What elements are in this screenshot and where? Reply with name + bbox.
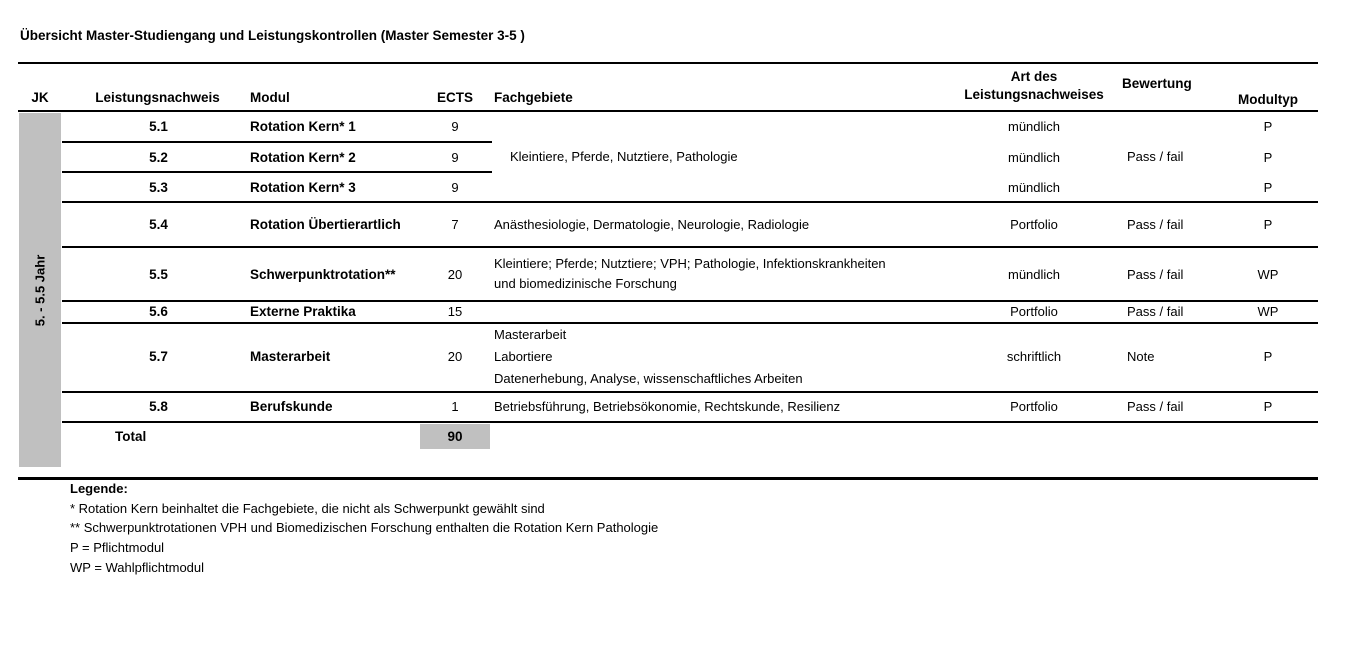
cell-ects: 7: [451, 217, 459, 232]
legend-note-schwerpunktrotationen: ** Schwerpunktrotationen VPH und Biomedizischen Forschung enthalten die Rotation Kern Pathologie: [70, 520, 659, 535]
fachgebiete-line: Datenerhebung, Analyse, wissenschaftliches Arbeiten: [494, 370, 803, 386]
column-header-art-des-leistungsnachweises: [940, 68, 1128, 104]
cell-modul: Rotation Übertierartlich: [250, 217, 401, 232]
cell-fachgebiete: Anästhesiologie, Dermatologie, Neurologie, Radiologie: [494, 217, 810, 232]
cell-nr: 5.2: [149, 149, 168, 165]
table-row-total: [0, 423, 1348, 450]
cell-art: Portfolio: [1010, 398, 1058, 414]
cell-art: Portfolio: [1010, 303, 1058, 319]
cell-ects: 20: [447, 349, 463, 364]
table-rowgroup-span-5-1-to-5-3: [0, 112, 1348, 201]
table-bottom-border: [18, 477, 1318, 480]
cell-modultyp: P: [1263, 149, 1273, 165]
total-ects-cell: 90: [420, 424, 490, 449]
cell-art: mündlich: [1007, 179, 1061, 195]
cell-art: mündlich: [1007, 119, 1061, 134]
legend-note-rotation-kern: * Rotation Kern beinhaltet die Fachgebiete, die nicht als Schwerpunkt gewählt sind: [70, 501, 545, 516]
cell-modultyp: WP: [1257, 266, 1279, 282]
cell-modultyp: WP: [1257, 303, 1279, 319]
cell-modul: Rotation Kern* 2: [250, 149, 356, 165]
cell-nr: 5.7: [149, 349, 168, 364]
cell-nr: 5.4: [149, 217, 168, 232]
cell-ects: 9: [451, 179, 459, 195]
cell-ects: 1: [451, 398, 459, 414]
column-header-jk: JK: [31, 90, 49, 105]
fachgebiete-line: und biomedizinische Forschung: [494, 276, 677, 291]
cell-fachgebiete-span: Kleintiere, Pferde, Nutztiere, Pathologie: [510, 149, 738, 164]
cell-bewertung: Pass / fail: [1127, 266, 1184, 282]
cell-modul: Externe Praktika: [250, 303, 356, 319]
cell-modultyp: P: [1263, 119, 1273, 134]
cell-modul: Rotation Kern* 3: [250, 179, 356, 195]
header-art-line2: Leistungsnachweises: [964, 87, 1104, 102]
cell-fachgebiete: Betriebsführung, Betriebsökonomie, Rechtskunde, Resilienz: [494, 398, 841, 414]
cell-nr: 5.6: [149, 303, 168, 319]
table-top-border: [18, 62, 1318, 64]
header-art-line1: Art des: [1010, 69, 1058, 84]
cell-art: mündlich: [1007, 149, 1061, 165]
table-row-5-5: [0, 248, 1348, 300]
table-row-5-6: [0, 300, 1348, 322]
cell-modultyp: P: [1263, 349, 1273, 364]
fachgebiete-line: Labortiere: [494, 348, 553, 364]
cell-modul: Masterarbeit: [250, 349, 331, 364]
cell-nr: 5.8: [149, 398, 168, 414]
cell-art: Portfolio: [1010, 217, 1058, 232]
legend-title: Legende:: [70, 481, 128, 496]
fachgebiete-line: Kleintiere; Pferde; Nutztiere; VPH; Pathologie, Infektionskrankheiten: [494, 256, 886, 271]
legend-note-wahlpflichtmodul: WP = Wahlpflichtmodul: [70, 560, 205, 575]
legend-note-pflichtmodul: P = Pflichtmodul: [70, 540, 165, 555]
cell-modultyp: P: [1263, 179, 1273, 195]
cell-art: schriftlich: [1006, 349, 1062, 364]
cell-modultyp: P: [1263, 398, 1273, 414]
cell-bewertung: Pass / fail: [1127, 303, 1184, 319]
cell-art: mündlich: [1007, 266, 1061, 282]
cell-ects: 15: [447, 303, 463, 319]
table-row-5-8: [0, 391, 1348, 421]
cell-ects: 20: [447, 266, 463, 282]
cell-fachgebiete: [494, 248, 984, 300]
cell-bewertung: Pass / fail: [1127, 398, 1184, 414]
cell-modul: Rotation Kern* 1: [250, 119, 356, 134]
page-title: Übersicht Master-Studiengang und Leistungskontrollen (Master Semester 3-5 ): [20, 28, 525, 43]
cell-modultyp: P: [1263, 217, 1273, 232]
cell-ects: 9: [451, 149, 459, 165]
cell-bewertung: Pass / fail: [1127, 217, 1184, 232]
cell-fachgebiete: [494, 322, 984, 391]
cell-ects: 9: [451, 119, 459, 134]
column-header-modul: Modul: [250, 90, 290, 105]
cell-nr: 5.1: [149, 119, 168, 134]
fachgebiete-line: Masterarbeit: [494, 326, 567, 342]
cell-modul: Berufskunde: [250, 398, 333, 414]
total-label: Total: [115, 429, 147, 444]
cell-bewertung: Note: [1127, 349, 1155, 364]
table-row-5-4: [0, 203, 1348, 246]
cell-bewertung-span: Pass / fail: [1127, 149, 1184, 164]
column-header-modultyp: Modultyp: [1238, 92, 1298, 107]
table-row-5-7: [0, 322, 1348, 391]
year-band-label: 5. - 5.5 Jahr: [32, 254, 48, 326]
cell-modul: Schwerpunktrotation**: [250, 266, 396, 282]
cell-nr: 5.5: [149, 266, 168, 282]
column-header-fachgebiete: Fachgebiete: [494, 90, 573, 105]
cell-nr: 5.3: [149, 179, 168, 195]
column-header-leistungsnachweis: Leistungsnachweis: [95, 90, 220, 105]
column-header-ects: ECTS: [436, 90, 473, 105]
column-header-bewertung: Bewertung: [1122, 76, 1192, 91]
